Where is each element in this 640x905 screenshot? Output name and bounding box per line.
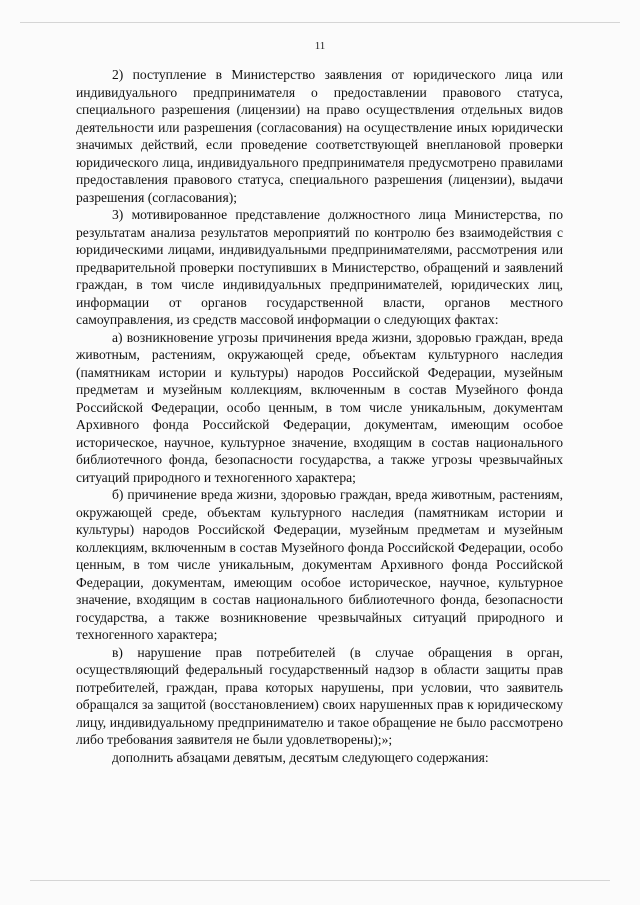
document-body [76, 66, 563, 766]
paragraph-amendment: дополнить абзацами девятым, десятым следующего содержания: [112, 749, 489, 765]
paragraph-subitem-a: а) возникновение угрозы причинения вреда жизни, здоровью граждан, вреда животным, растениям, окружающей среде, объектам культурного наследия (памятникам истории и культуры) народов Российской Федерации, музейным предметам и музейным коллекциям, включенным в состав Музейного фонда Российской Федерации, особо ценным, в том числе уникальным, документам Архивного фонда Российской Федерации, документам, имеющим особое историческое, научное, культурное значение, входящим в состав национального библиотечного фонда, безопасности государства, а также угрозы чрезвычайных ситуаций природного и техногенного характера; [76, 329, 563, 485]
scan-artifact-line [30, 880, 610, 881]
paragraph-subitem-b: б) причинение вреда жизни, здоровью граждан, вреда животным, растениям, окружающей среде, объектам культурного наследия (памятникам истории и культуры) народов Российской Федерации, музейным предметам и музейным коллекциям, включенным в состав Музейного фонда Российской Федерации, особо ценным, в том числе уникальным, документам Архивного фонда Российской Федерации, документам, имеющим особое историческое, научное, культурное значение, входящим в состав национального библиотечного фонда, безопасности государства, а также возникновение чрезвычайных ситуаций природного и техногенного характера; [76, 487, 563, 642]
page-number: 11 [314, 40, 326, 52]
paragraph-item-2: 2) поступление в Министерство заявления от юридического лица или индивидуального предпринимателя о предоставлении правового статуса, специального разрешения (лицензии) на право осуществления отдельных видов деятельности или разрешения (согласования) на осуществление иных юридически значимых действий, если проведение соответствующей внеплановой проверки юридического лица, индивидуального предпринимателя предусмотрено правилами предоставления правового статуса, специального разрешения (лицензии), выдачи разрешения (согласования); [76, 67, 563, 205]
paragraph-subitem-v: в) нарушение прав потребителей (в случае обращения в орган, осуществляющий федеральный государственный надзор в области защиты прав потребителей, граждан, права которых нарушены, при условии, что заявитель обращался за защитой (восстановлением) своих нарушенных прав к юридическому лицу, индивидуальному предпринимателю и такое обращение не было рассмотрено либо требования заявителя не были удовлетворены);»; [76, 644, 563, 747]
paragraph-item-3: 3) мотивированное представление должностного лица Министерства, по результатам анализа результатов мероприятий по контролю без взаимодействия с юридическими лицами, индивидуальными предпринимателями, рассмотрения или предварительной проверки поступивших в Министерство, обращений и заявлений граждан, в том числе индивидуальных предпринимателей, юридических лиц, информации от органов государственной власти, органов местного самоуправления, из средств массовой информации о следующих фактах: [76, 207, 563, 327]
scan-artifact-line [20, 22, 620, 23]
